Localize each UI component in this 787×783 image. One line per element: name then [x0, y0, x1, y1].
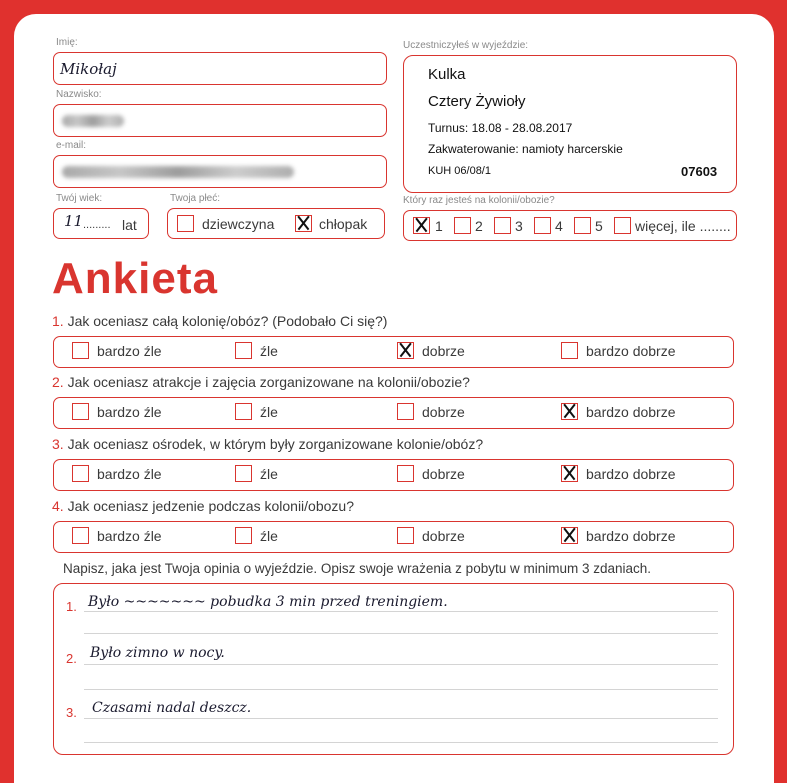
q4-question: Jak oceniasz jedzenie podczas kolonii/obozu?: [63, 498, 354, 514]
times-checkbox-more[interactable]: [614, 217, 631, 234]
q4-number: 4.: [52, 498, 64, 514]
gender-male-label: chłopak: [319, 216, 368, 232]
page-border: [773, 0, 787, 783]
opinion-line1-number: 1.: [66, 599, 77, 614]
opinion-rule-1: [84, 611, 718, 612]
opinion-line3-number: 3.: [66, 705, 77, 720]
gender-female-label: dziewczyna: [202, 216, 275, 232]
q3-label-bardzo-dobrze: bardzo dobrze: [586, 466, 676, 482]
q1-option-bardzo-zle[interactable]: [72, 342, 89, 359]
q2-text: [52, 374, 470, 390]
q1-option-bardzo-dobrze[interactable]: [561, 342, 578, 359]
opinion-prompt: Napisz, jaka jest Twoja opinia o wyjeździe. Opisz swoje wrażenia z pobytu w minimum 3 zdaniach.: [63, 561, 652, 576]
q3-option-bardzo-dobrze[interactable]: [561, 465, 578, 482]
q3-option-dobrze[interactable]: [397, 465, 414, 482]
opinion-rule-2: [84, 633, 718, 634]
q2-option-dobrze[interactable]: [397, 403, 414, 420]
q2-question: Jak oceniasz atrakcje i zajęcia zorganizowane na kolonii/obozie?: [63, 374, 470, 390]
name-label: Imię:: [56, 37, 78, 48]
times-checkbox-2[interactable]: [454, 217, 471, 234]
q1-option-zle[interactable]: [235, 342, 252, 359]
opinion-line3-text: Czasami nadal deszcz.: [92, 700, 252, 716]
q1-label-zle: źle: [260, 343, 278, 359]
q1-label-bardzo-dobrze: bardzo dobrze: [586, 343, 676, 359]
trip-name: Kulka: [428, 66, 466, 83]
q4-option-zle[interactable]: [235, 527, 252, 544]
times-label-4: 4: [555, 218, 563, 234]
q2-label-zle: źle: [260, 404, 278, 420]
q1-question: Jak oceniasz całą kolonię/obóz? (Podobało Ci się?): [63, 313, 388, 329]
q1-number: 1.: [52, 313, 64, 329]
q4-label-zle: źle: [260, 528, 278, 544]
times-label-3: 3: [515, 218, 523, 234]
opinion-line1-text: Było ~~~~~~~ pobudka 3 min przed treningiem.: [88, 594, 448, 610]
q3-option-zle[interactable]: [235, 465, 252, 482]
q3-question: Jak oceniasz ośrodek, w którym były zorganizowane kolonie/obóz?: [63, 436, 484, 452]
times-label-2: 2: [475, 218, 483, 234]
surname-redacted: [62, 115, 124, 127]
email-redacted: [62, 166, 294, 178]
q1-option-dobrze[interactable]: [397, 342, 414, 359]
q1-label-bardzo-zle: bardzo źle: [97, 343, 162, 359]
q3-number: 3.: [52, 436, 64, 452]
q4-option-dobrze[interactable]: [397, 527, 414, 544]
trip-number: 07603: [681, 164, 718, 179]
q4-text: [52, 498, 354, 514]
q2-label-dobrze: dobrze: [422, 404, 465, 420]
survey-title: Ankieta: [52, 254, 218, 303]
times-checkbox-4[interactable]: [534, 217, 551, 234]
q4-option-bardzo-dobrze[interactable]: [561, 527, 578, 544]
gender-label: Twoja płeć:: [170, 193, 221, 204]
trip-turnus: Turnus: 18.08 - 28.08.2017: [428, 121, 573, 135]
times-checkbox-5[interactable]: [574, 217, 591, 234]
times-checkbox-3[interactable]: [494, 217, 511, 234]
opinion-rule-6: [84, 742, 718, 743]
age-value: 11: [64, 212, 84, 230]
q1-label-dobrze: dobrze: [422, 343, 465, 359]
name-value: Mikołaj: [60, 60, 117, 78]
gender-checkbox-female[interactable]: [177, 215, 194, 232]
email-label: e-mail:: [56, 140, 87, 151]
opinion-line2-text: Było zimno w nocy.: [90, 645, 225, 661]
trip-code: KUH 06/08/1: [428, 165, 491, 177]
q4-label-bardzo-zle: bardzo źle: [97, 528, 162, 544]
q2-number: 2.: [52, 374, 64, 390]
age-label: Twój wiek:: [56, 193, 103, 204]
q2-option-bardzo-dobrze[interactable]: [561, 403, 578, 420]
opinion-line2-number: 2.: [66, 651, 77, 666]
trip-label: Uczestniczyłeś w wyjeździe:: [403, 40, 529, 51]
times-checkbox-1[interactable]: [413, 217, 430, 234]
times-label-1: 1: [435, 218, 443, 234]
trip-subtitle: Cztery Żywioły: [428, 93, 526, 110]
q1-text: [52, 313, 387, 329]
q2-option-zle[interactable]: [235, 403, 252, 420]
gender-checkbox-male[interactable]: [295, 215, 312, 232]
q4-label-bardzo-dobrze: bardzo dobrze: [586, 528, 676, 544]
age-dots: .........: [83, 219, 111, 231]
times-label-5: 5: [595, 218, 603, 234]
opinion-rule-5: [84, 718, 718, 719]
age-unit: lat: [122, 217, 137, 233]
times-label: Który raz jesteś na kolonii/obozie?: [403, 195, 555, 206]
opinion-rule-4: [84, 689, 718, 690]
q2-label-bardzo-zle: bardzo źle: [97, 404, 162, 420]
q2-label-bardzo-dobrze: bardzo dobrze: [586, 404, 676, 420]
q4-option-bardzo-zle[interactable]: [72, 527, 89, 544]
q3-text: [52, 436, 483, 452]
q2-option-bardzo-zle[interactable]: [72, 403, 89, 420]
opinion-rule-3: [84, 664, 718, 665]
trip-accommodation: Zakwaterowanie: namioty harcerskie: [428, 142, 623, 156]
q4-label-dobrze: dobrze: [422, 528, 465, 544]
q3-label-dobrze: dobrze: [422, 466, 465, 482]
q3-option-bardzo-zle[interactable]: [72, 465, 89, 482]
q3-label-zle: źle: [260, 466, 278, 482]
times-label-more: więcej, ile ........: [635, 218, 731, 234]
q3-label-bardzo-zle: bardzo źle: [97, 466, 162, 482]
surname-label: Nazwisko:: [56, 89, 102, 100]
